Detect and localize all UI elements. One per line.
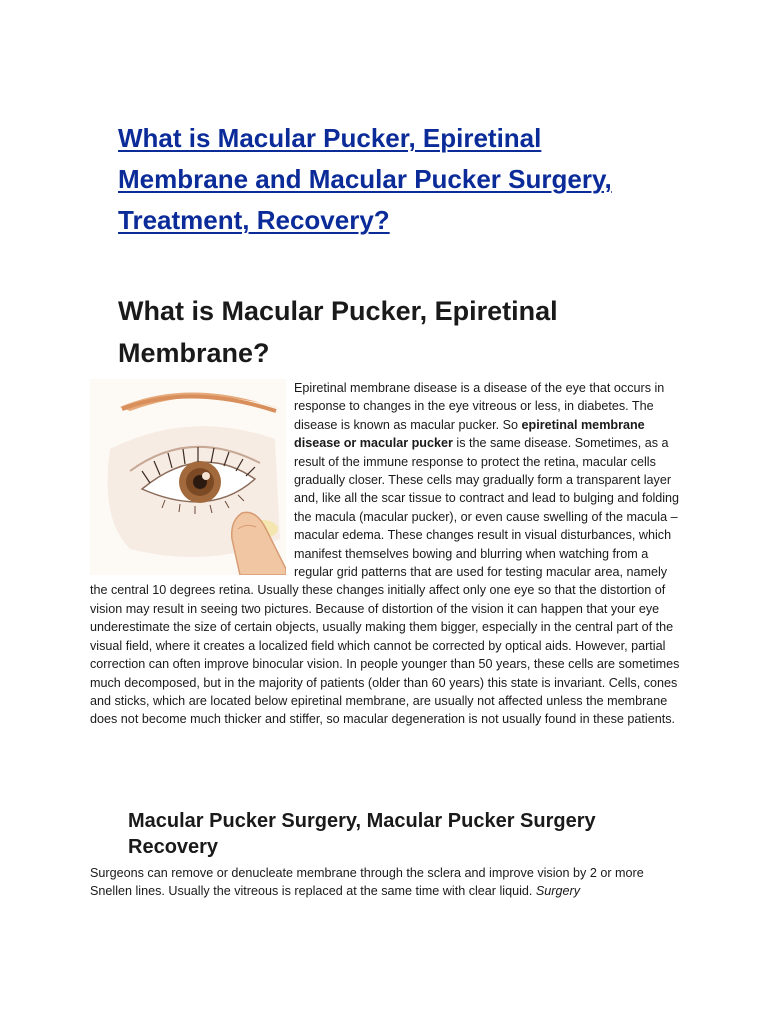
eye-illustration-icon (90, 379, 286, 575)
title-link[interactable]: What is Macular Pucker, Epiretinal Membrane and Macular Pucker Surgery, Treatment, Recovery? (118, 123, 612, 235)
surgery-heading: Macular Pucker Surgery, Macular Pucker Surgery Recovery (128, 810, 596, 858)
surgery-italic: Surgery (535, 884, 581, 899)
intro-text-1: Epiretinal membrane disease is a disease of the eye that occurs in response to changes in the eye vitreous or less, in diabetes. The disease is known as macular pucker. So (294, 381, 665, 432)
surgery-paragraph (90, 864, 688, 901)
intro-text-2: is the same disease. Sometimes, as a result of the immune response to protect the retina, macular cells gradually closer. These cells may gradually form a transparent layer and, like all the scar tissue to contract and lead to bulging and folding the macula (macular pucker), or even cause swelling of the macula – macular edema. These changes result in visual disturbances, which manifest themselves bowing and blurring when watching from a regular grid patterns that are used for testing macular area, namely the central 10 degrees retina. Usually these changes initially affect only one eye so that the distortion of vision may result in seeing two pictures. Because of distortion of the vision it can happen that your eye underestimate the size of certain objects, usually making them bigger, especially in the central part of the visual field, where it creates a localized field which cannot be corrected by optical aids. However, partial correction can often improve binocular vision. In people younger than 50 years, these cells are sometimes much decomposed, but in the majority of patients (older than 60 years) this state is invariant. Cells, cones and sticks, which are located below epiretinal membrane, are usually not affected unless the membrane does not become much thicker and stiffer, so macular degeneration is not usually found in these patients. (90, 436, 680, 727)
intro-section (90, 379, 688, 729)
surgery-text: Surgeons can remove or denucleate membrane through the sclera and improve vision by 2 or more Snellen lines. Usually the vitreous is replaced at the same time with clear liquid. (90, 866, 644, 899)
section-heading: What is Macular Pucker, Epiretinal Membrane? (118, 296, 558, 368)
intro-bold-term: epiretinal membrane disease or macular pucker (294, 417, 645, 451)
